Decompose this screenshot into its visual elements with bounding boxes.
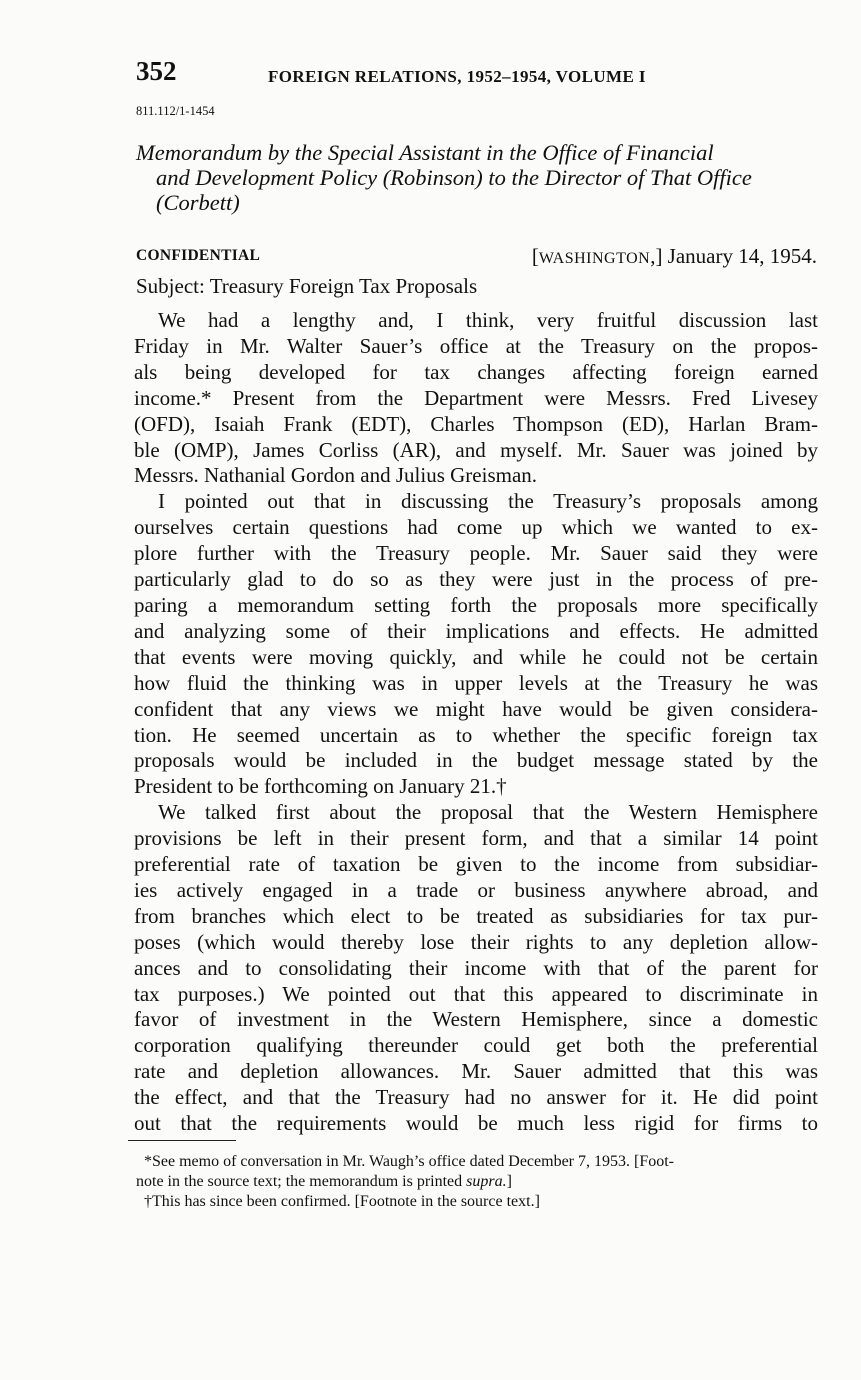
body-line: tax purposes.) We pointed out that this appeared to discriminate in: [134, 981, 818, 1006]
dateline-place: [539, 250, 650, 267]
file-number: 811.112/1-1454: [136, 104, 215, 118]
body-line: plore further with the Treasury people. Mr. Sauer said they were: [134, 541, 818, 566]
dateline: [532, 244, 817, 269]
footnote-line: *See memo of conversation in Mr. Waugh’s office dated December 7, 1953. [Foot-: [144, 1153, 674, 1170]
body-line: preferential rate of taxation be given to the income from subsidiar-: [134, 852, 818, 877]
body-line: paring a memorandum setting forth the proposals more specifically: [134, 592, 818, 617]
body-line: out that the requirements would be much less rigid for firms to: [134, 1111, 818, 1136]
title-line: (Corbett): [156, 190, 240, 215]
body-line: ble (OMP), James Corliss (AR), and myself. Mr. Sauer was joined by: [134, 437, 818, 462]
body-line: ances and to consolidating their income with that of the parent for: [134, 955, 818, 980]
body-line: We had a lengthy and, I think, very fruitful discussion last: [158, 308, 818, 332]
body-line: income.* Present from the Department were Messrs. Fred Livesey: [134, 385, 818, 410]
title-line: Memorandum by the Special Assistant in the Office of Financial: [136, 140, 714, 165]
footnote-italic-text: supra.: [466, 1173, 507, 1190]
footnote-line: [136, 1172, 820, 1192]
body-line: I pointed out that in discussing the Treasury’s proposals among: [158, 489, 818, 514]
body-line: We talked first about the proposal that the Western Hemisphere: [158, 800, 818, 825]
body-line: President to be forthcoming on January 21.†: [134, 774, 507, 799]
dateline-date: ,] January 14, 1954.: [650, 244, 817, 268]
body-line: rate and depletion allowances. Mr. Sauer admitted that this was: [134, 1059, 818, 1084]
footnote-line: †This has since been confirmed. [Footnote in the source text.]: [144, 1193, 540, 1210]
body-line: (OFD), Isaiah Frank (EDT), Charles Thompson (ED), Harlan Bram-: [134, 411, 818, 436]
body-line: the effect, and that the Treasury had no answer for it. He did point: [134, 1085, 818, 1110]
page-number: 352: [136, 56, 177, 86]
footnote-text: note in the source text; the memorandum is printed: [136, 1173, 467, 1190]
document-title: [136, 140, 820, 215]
subject-line: Subject: Treasury Foreign Tax Proposals: [136, 274, 478, 298]
body-line: how fluid the thinking was in upper levels at the Treasury he was: [134, 670, 818, 695]
dateline-open-bracket: [: [531, 244, 539, 268]
body-line: ies actively engaged in a trade or business anywhere abroad, and: [134, 877, 818, 902]
body-line: provisions be left in their present form, and that a similar 14 point: [134, 826, 818, 851]
footnote-divider: [128, 1140, 236, 1141]
body-line: ourselves certain questions had come up which we wanted to ex-: [134, 515, 818, 540]
footnotes: [136, 1152, 820, 1212]
body-line: corporation qualifying thereunder could get both the preferential: [134, 1033, 818, 1058]
body-line: favor of investment in the Western Hemisphere, since a domestic: [134, 1007, 818, 1032]
body-line: from branches which elect to be treated as subsidiaries for tax pur-: [134, 903, 818, 928]
body-line: particularly glad to do so as they were just in the process of pre-: [134, 567, 818, 592]
body-line: and analyzing some of their implications and effects. He admitted: [134, 618, 818, 643]
body-line: that events were moving quickly, and while he could not be certain: [134, 644, 818, 669]
title-line: and Development Policy (Robinson) to the Director of That Office: [156, 165, 752, 190]
dateline-place-rest: ASHINGTON: [552, 250, 651, 267]
body-line: Friday in Mr. Walter Sauer’s office at the Treasury on the propos-: [134, 333, 818, 358]
body-line: confident that any views we might have would be given considera-: [134, 696, 818, 721]
body-line: poses (which would thereby lose their rights to any depletion allow-: [134, 929, 818, 954]
running-head: FOREIGN RELATIONS, 1952–1954, VOLUME I: [268, 67, 646, 86]
memorandum-body: [134, 308, 818, 1137]
body-line: als being developed for tax changes affecting foreign earned: [134, 359, 818, 384]
body-line: proposals would be included in the budget message stated by the: [134, 748, 818, 773]
dateline-place-initial: W: [538, 250, 553, 267]
body-line: tion. He seemed uncertain as to whether the specific foreign tax: [134, 722, 818, 747]
footnote-text: ]: [506, 1173, 512, 1190]
classification-label: CONFIDENTIAL: [136, 247, 261, 264]
body-line: Messrs. Nathanial Gordon and Julius Greisman.: [134, 463, 538, 488]
